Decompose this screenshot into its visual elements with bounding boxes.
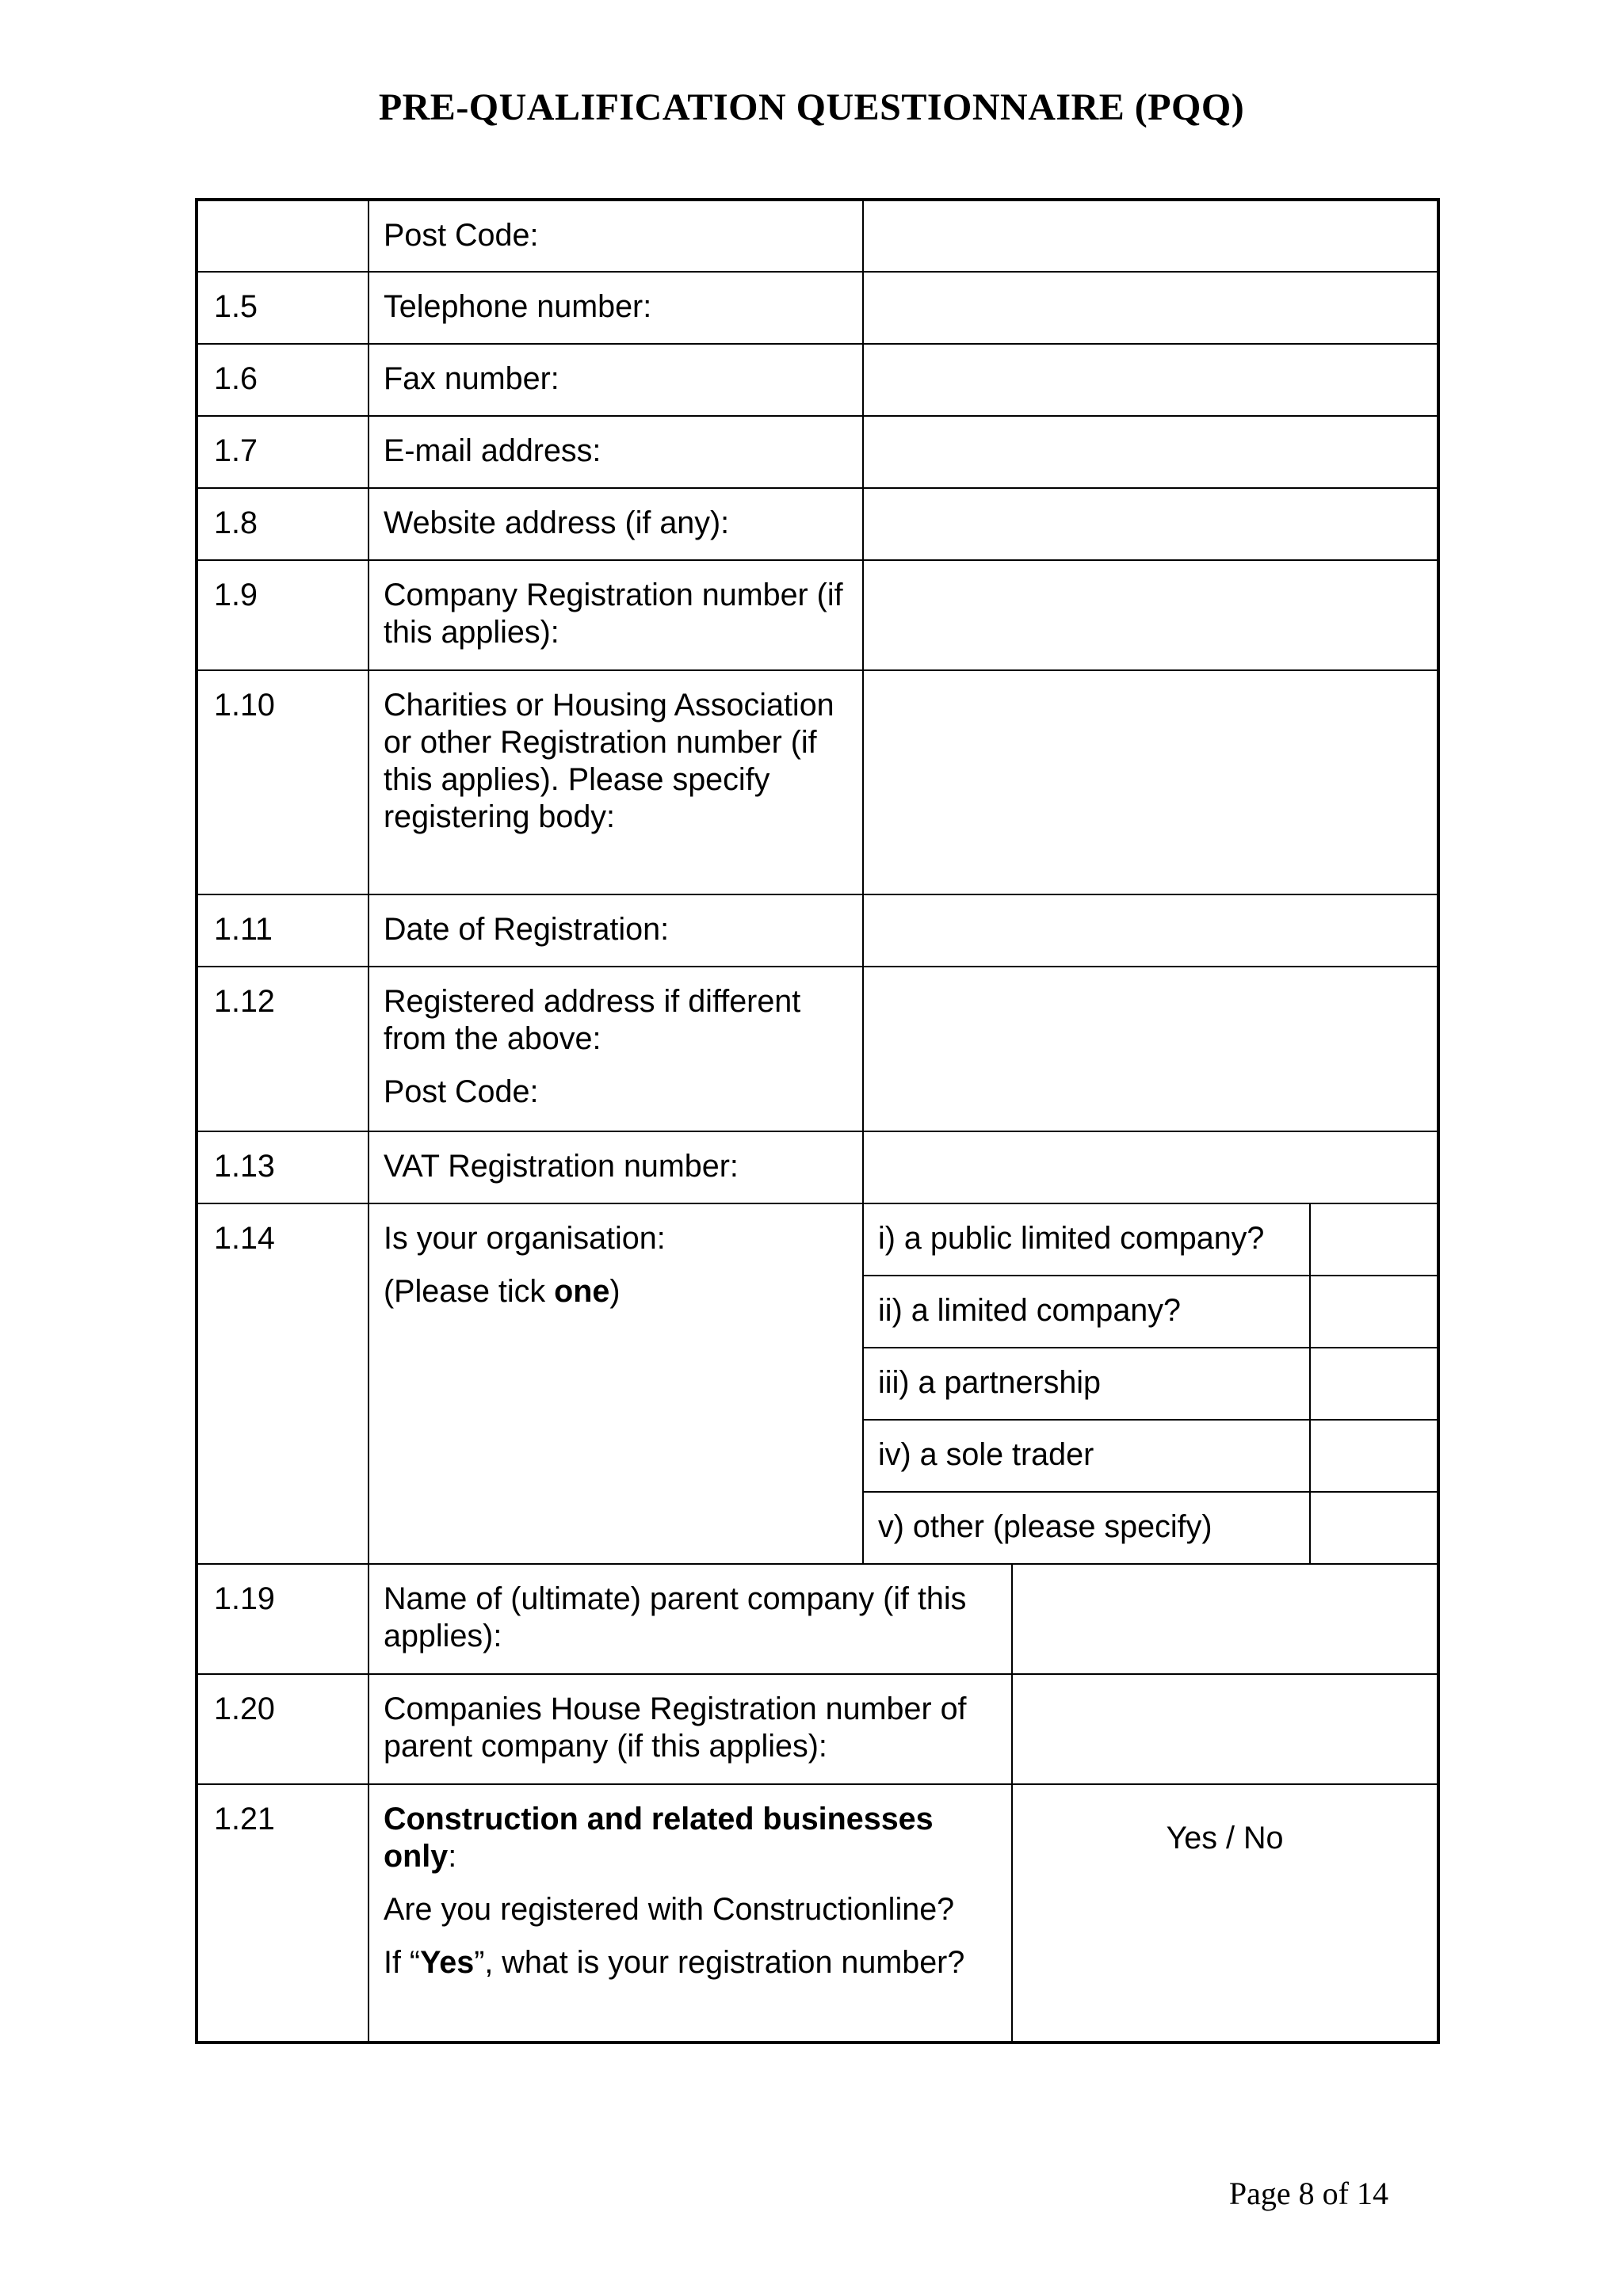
row-label: Date of Registration:	[369, 894, 863, 967]
row-label: Website address (if any):	[369, 488, 863, 560]
row-number: 1.10	[197, 670, 369, 894]
constructionline-answer[interactable]: Yes / No	[1012, 1784, 1438, 2042]
option-tick-box[interactable]	[1310, 1203, 1438, 1276]
row-instruction	[384, 1273, 848, 1310]
pqq-form-table	[195, 198, 1440, 2044]
row-label: Companies House Registration number of parent company (if this applies):	[369, 1674, 1012, 1784]
table-row	[197, 1203, 1438, 1276]
option-tick-box[interactable]	[1310, 1348, 1438, 1420]
followup-bold: Yes	[420, 1945, 475, 1980]
row-number: 1.11	[197, 894, 369, 967]
option-label: ii) a limited company?	[863, 1276, 1310, 1348]
row-label: E-mail address:	[369, 416, 863, 488]
row-number: 1.19	[197, 1564, 369, 1674]
table-row	[197, 670, 1438, 894]
row-number: 1.8	[197, 488, 369, 560]
postcode-field[interactable]	[863, 200, 1438, 272]
row-number: 1.14	[197, 1203, 369, 1564]
page-title: PRE-QUALIFICATION QUESTIONNAIRE (PQQ)	[378, 86, 1245, 128]
followup-text: ”, what is your registration number?	[474, 1945, 965, 1980]
vat-registration-field[interactable]	[863, 1131, 1438, 1203]
table-row	[197, 1784, 1438, 2042]
table-row	[197, 272, 1438, 344]
row-label-cell	[369, 1784, 1012, 2042]
row-label: Post Code:	[369, 200, 863, 272]
row-sublabel: Post Code:	[384, 1074, 539, 1109]
followup-text: If “	[384, 1945, 421, 1980]
row-label: Is your organisation:	[384, 1221, 666, 1256]
table-row	[197, 416, 1438, 488]
registration-date-field[interactable]	[863, 894, 1438, 967]
instruction-text: (Please tick	[384, 1274, 555, 1309]
row-number: 1.13	[197, 1131, 369, 1203]
row-label: VAT Registration number:	[369, 1131, 863, 1203]
row-heading	[384, 1801, 997, 1875]
option-label: iii) a partnership	[863, 1348, 1310, 1420]
option-label: i) a public limited company?	[863, 1203, 1310, 1276]
option-label: iv) a sole trader	[863, 1420, 1310, 1492]
instruction-text: )	[609, 1274, 621, 1309]
row-label-cell	[369, 1203, 863, 1564]
row-number: 1.5	[197, 272, 369, 344]
row-number: 1.9	[197, 560, 369, 670]
heading-bold: Construction and related businesses only	[384, 1802, 934, 1874]
row-number: 1.20	[197, 1674, 369, 1784]
option-tick-box[interactable]	[1310, 1420, 1438, 1492]
option-tick-box[interactable]	[1310, 1492, 1438, 1564]
option-label: v) other (please specify)	[863, 1492, 1310, 1564]
row-label: Charities or Housing Association or other Registration number (if this applies). Please specify registering body:	[369, 670, 863, 894]
row-followup	[384, 1944, 997, 1981]
row-label: Telephone number:	[369, 272, 863, 344]
row-number-cell	[197, 200, 369, 272]
registered-address-field[interactable]	[863, 967, 1438, 1131]
charity-registration-field[interactable]	[863, 670, 1438, 894]
telephone-field[interactable]	[863, 272, 1438, 344]
table-row	[197, 1674, 1438, 1784]
table-row	[197, 967, 1438, 1131]
parent-registration-field[interactable]	[1012, 1674, 1438, 1784]
row-number: 1.21	[197, 1784, 369, 2042]
table-row	[197, 344, 1438, 416]
email-field[interactable]	[863, 416, 1438, 488]
row-label-cell	[369, 967, 863, 1131]
row-number: 1.12	[197, 967, 369, 1131]
fax-field[interactable]	[863, 344, 1438, 416]
website-field[interactable]	[863, 488, 1438, 560]
table-row	[197, 1131, 1438, 1203]
row-label: Company Registration number (if this applies):	[369, 560, 863, 670]
row-label: Registered address if different from the above:	[384, 984, 801, 1056]
instruction-emphasis: one	[554, 1274, 610, 1309]
heading-text: :	[448, 1839, 457, 1874]
parent-company-field[interactable]	[1012, 1564, 1438, 1674]
table-row	[197, 894, 1438, 967]
row-label: Fax number:	[369, 344, 863, 416]
company-registration-field[interactable]	[863, 560, 1438, 670]
row-question: Are you registered with Constructionline?	[384, 1892, 955, 1927]
table-row	[197, 488, 1438, 560]
row-number: 1.6	[197, 344, 369, 416]
row-number: 1.7	[197, 416, 369, 488]
table-row	[197, 1564, 1438, 1674]
table-row	[197, 560, 1438, 670]
row-label: Name of (ultimate) parent company (if this applies):	[369, 1564, 1012, 1674]
page-number: Page 8 of 14	[1228, 2176, 1388, 2211]
option-tick-box[interactable]	[1310, 1276, 1438, 1348]
table-row	[197, 200, 1438, 272]
